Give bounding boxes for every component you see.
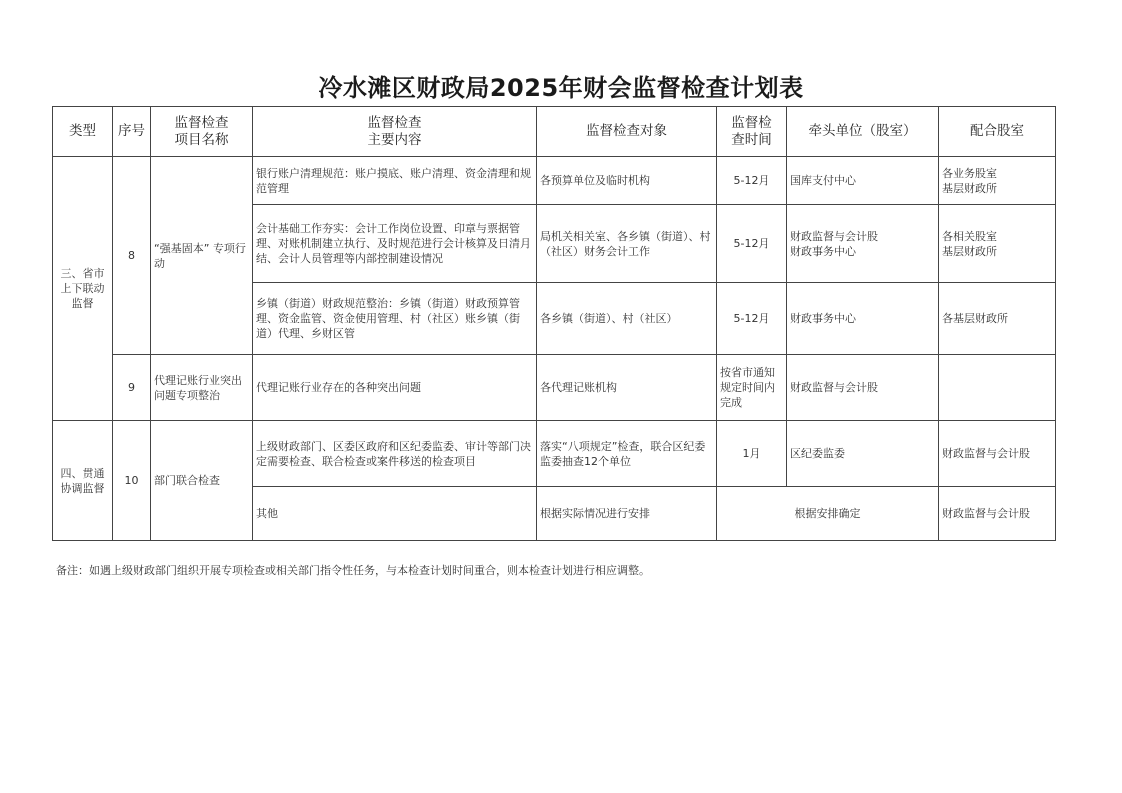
coop-cell bbox=[939, 355, 1056, 421]
time-cell: 1月 bbox=[717, 421, 787, 487]
header-time-line2: 查时间 bbox=[731, 131, 772, 148]
inspection-plan-table bbox=[52, 106, 1056, 541]
header-time-line1: 监督检 bbox=[731, 114, 772, 131]
target-cell: 落实“八项规定”检查，联合区纪委监委抽查12个单位 bbox=[537, 421, 717, 487]
content-cell: 其他 bbox=[253, 487, 537, 541]
header-lead-unit: 牵头单位（股室） bbox=[787, 107, 939, 157]
content-cell: 银行账户清理规范：账户摸底、账户清理、资金清理和规范管理 bbox=[253, 157, 537, 205]
time-and-lead-cell: 根据安排确定 bbox=[717, 487, 939, 541]
lead-line: 区纪委监委 bbox=[790, 447, 845, 460]
type-cell: 三、省市上下联动监督 bbox=[53, 157, 113, 421]
time-cell: 5-12月 bbox=[717, 157, 787, 205]
header-project-name bbox=[151, 107, 253, 157]
time-cell: 5-12月 bbox=[717, 205, 787, 283]
target-cell: 各预算单位及临时机构 bbox=[537, 157, 717, 205]
time-cell: 5-12月 bbox=[717, 283, 787, 355]
lead-cell bbox=[787, 355, 939, 421]
lead-line: 财政事务中心 bbox=[790, 312, 856, 325]
coop-cell bbox=[939, 157, 1056, 205]
header-target: 监督检查对象 bbox=[537, 107, 717, 157]
table-row bbox=[53, 157, 1056, 205]
lead-cell bbox=[787, 157, 939, 205]
seq-cell: 9 bbox=[113, 355, 151, 421]
lead-line: 财政监督与会计股 bbox=[790, 381, 878, 394]
header-coop-unit: 配合股室 bbox=[939, 107, 1056, 157]
table-row bbox=[53, 421, 1056, 487]
type-cell: 四、贯通协调监督 bbox=[53, 421, 113, 541]
seq-cell: 10 bbox=[113, 421, 151, 541]
coop-line: 各相关股室 bbox=[942, 229, 997, 243]
coop-line: 基层财政所 bbox=[942, 181, 997, 195]
table-header-row bbox=[53, 107, 1056, 157]
target-cell: 局机关相关室、各乡镇（街道）、村（社区）财务会计工作 bbox=[537, 205, 717, 283]
coop-cell bbox=[939, 205, 1056, 283]
target-cell: 根据实际情况进行安排 bbox=[537, 487, 717, 541]
table-row bbox=[53, 355, 1056, 421]
target-cell: 各代理记账机构 bbox=[537, 355, 717, 421]
coop-cell bbox=[939, 487, 1056, 541]
lead-cell bbox=[787, 283, 939, 355]
header-time bbox=[717, 107, 787, 157]
header-seq: 序号 bbox=[113, 107, 151, 157]
project-name-cell: 代理记账行业突出问题专项整治 bbox=[151, 355, 253, 421]
footnote: 备注：如遇上级财政部门组织开展专项检查或相关部门指令性任务，与本检查计划时间重合，则本检查计划进行相应调整。 bbox=[56, 564, 650, 577]
coop-line: 各业务股室 bbox=[942, 166, 997, 180]
lead-line: 财政事务中心 bbox=[790, 244, 856, 258]
target-cell: 各乡镇（街道）、村（社区） bbox=[537, 283, 717, 355]
content-cell: 会计基础工作夯实：会计工作岗位设置、印章与票据管理、对账机制建立执行、及时规范进行会计核算及日清月结、会计人员管理等内部控制建设情况 bbox=[253, 205, 537, 283]
coop-cell bbox=[939, 421, 1056, 487]
lead-cell bbox=[787, 205, 939, 283]
coop-line: 财政监督与会计股 bbox=[942, 507, 1030, 520]
time-cell: 按省市通知规定时间内完成 bbox=[717, 355, 787, 421]
content-cell: 乡镇（街道）财政规范整治：乡镇（街道）财政预算管理、资金监管、资金使用管理、村（社区）账乡镇（街道）代理、乡财区管 bbox=[253, 283, 537, 355]
seq-cell: 8 bbox=[113, 157, 151, 355]
header-content-line2: 主要内容 bbox=[367, 131, 422, 148]
header-content bbox=[253, 107, 537, 157]
header-project-name-line2: 项目名称 bbox=[174, 131, 229, 148]
lead-line: 国库支付中心 bbox=[790, 174, 856, 187]
coop-line: 各基层财政所 bbox=[942, 312, 1008, 325]
project-name-cell: 部门联合检查 bbox=[151, 421, 253, 541]
lead-cell bbox=[787, 421, 939, 487]
coop-line: 基层财政所 bbox=[942, 244, 997, 258]
coop-line: 财政监督与会计股 bbox=[942, 447, 1030, 460]
content-cell: 代理记账行业存在的各种突出问题 bbox=[253, 355, 537, 421]
page-title: 冷水滩区财政局2025年财会监督检查计划表 bbox=[318, 74, 804, 102]
header-project-name-line1: 监督检查 bbox=[174, 114, 229, 131]
lead-line: 财政监督与会计股 bbox=[790, 229, 878, 243]
coop-cell bbox=[939, 283, 1056, 355]
content-cell: 上级财政部门、区委区政府和区纪委监委、审计等部门决定需要检查、联合检查或案件移送的检查项目 bbox=[253, 421, 537, 487]
project-name-cell: “强基固本” 专项行动 bbox=[151, 157, 253, 355]
header-content-line1: 监督检查 bbox=[367, 114, 422, 131]
header-type: 类型 bbox=[53, 107, 113, 157]
